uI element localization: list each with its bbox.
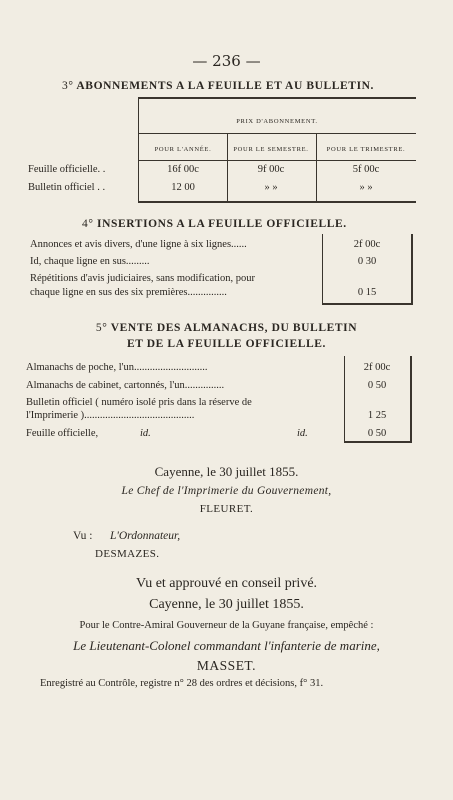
section-5-title-line1: VENTE DES ALMANACHS, DU BULLETIN: [110, 322, 358, 334]
approval-footer: Enregistré au Contrôle, registre n° 28 des ordres et décisions, f° 31.: [40, 678, 324, 689]
row-label-feuille: Feuille officielle. .: [28, 164, 106, 175]
page-number: — 236 —: [192, 52, 261, 70]
s5-row-label-feuille-id1: id.: [140, 428, 151, 439]
cell-feuille-annee: 16f 00c: [167, 164, 199, 175]
s5-value-cabinet: 0 50: [367, 380, 387, 391]
s5-row-label-bulletin-1: Bulletin officiel ( numéro isolé pris dans la réserve de: [26, 397, 252, 408]
s5-value-poche: 2f 00c: [363, 362, 391, 373]
s5-divider: [344, 356, 345, 441]
table-left-rule: [138, 98, 139, 202]
approval-line3: Pour le Contre-Amiral Gouverneur de la Guyane française, empêché :: [79, 620, 374, 631]
table-header-rule: [138, 133, 416, 134]
s4-value-id: 0 30: [357, 256, 377, 267]
s4-value-annonces: 2f 00c: [353, 239, 381, 250]
approval-line2: Cayenne, le 30 juillet 1855.: [149, 597, 304, 612]
col-header-trimestre: POUR LE TRIMESTRE.: [326, 146, 406, 153]
signature2-role: L'Ordonnateur,: [110, 530, 181, 542]
cell-bulletin-semestre: » »: [264, 182, 278, 193]
section-5-heading-1: [0, 322, 453, 334]
s4-right-rule-lower: [411, 280, 413, 303]
s5-bottom-rule: [344, 441, 412, 443]
section-4-heading: [82, 218, 347, 230]
section-5-number: 5°: [95, 322, 108, 334]
table-bottom-rule: [138, 201, 416, 203]
signature2-vu: Vu :: [73, 530, 93, 542]
s5-row-label-feuille: Feuille officielle,: [26, 428, 99, 439]
section-5-title-line2: ET DE LA FEUILLE OFFICIELLE.: [126, 338, 327, 350]
approval-name: MASSET.: [196, 658, 257, 673]
s5-row-label-poche: Almanachs de poche, l'un............................: [26, 362, 208, 373]
s5-row-label-bulletin-2: l'Imprimerie )..........................................: [26, 410, 195, 421]
s4-row-label-repetitions-1: Répétitions d'avis judiciaires, sans modification, pour: [30, 273, 255, 284]
s4-row-label-repetitions-2: chaque ligne en sus des six premières...............: [30, 287, 227, 298]
col-header-annee: POUR L'ANNÉE.: [154, 146, 212, 153]
s4-divider: [322, 234, 323, 280]
table-top-rule: [138, 97, 416, 99]
cell-feuille-semestre: 9f 00c: [257, 164, 285, 175]
s4-value-repetitions: 0 15: [357, 287, 377, 298]
s4-right-rule: [411, 234, 413, 280]
cell-bulletin-annee: 12 00: [171, 182, 195, 193]
table-header-label: PRIX D'ABONNEMENT.: [236, 118, 318, 125]
s5-value-bulletin: 1 25: [367, 410, 387, 421]
s5-value-feuille: 0 50: [367, 428, 387, 439]
signature1-role: Le Chef de l'Imprimerie du Gouvernement,: [121, 485, 332, 497]
s4-row-label-annonces: Annonces et avis divers, d'une ligne à six lignes......: [30, 239, 247, 250]
s5-right-rule: [410, 356, 412, 441]
section-3-title: ABONNEMENTS A LA FEUILLE ET AU BULLETIN.: [76, 80, 375, 92]
cell-feuille-trimestre: 5f 00c: [352, 164, 380, 175]
s4-bottom-rule: [322, 303, 413, 305]
signature1-place-date: Cayenne, le 30 juillet 1855.: [154, 464, 299, 479]
signature2-name: DESMAZES.: [95, 548, 160, 560]
col-header-semestre: POUR LE SEMESTRE.: [233, 146, 309, 153]
row-label-bulletin: Bulletin officiel . .: [28, 182, 106, 193]
signature1-name: FLEURET.: [199, 503, 254, 515]
s4-divider-lower: [322, 280, 323, 303]
approval-line4: Le Lieutenant-Colonel commandant l'infanterie de marine,: [73, 638, 380, 653]
section-3-heading: [62, 80, 374, 92]
s5-row-label-feuille-id2: id.: [297, 428, 308, 439]
s4-row-label-id: Id, chaque ligne en sus.........: [30, 256, 150, 267]
s5-row-label-cabinet: Almanachs de cabinet, cartonnés, l'un...............: [26, 380, 225, 391]
section-4-number: 4°: [82, 218, 94, 230]
section-4-title: INSERTIONS A LA FEUILLE OFFICIELLE.: [97, 218, 347, 230]
cell-bulletin-trimestre: » »: [359, 182, 373, 193]
approval-line1: Vu et approuvé en conseil privé.: [135, 576, 318, 591]
col-header-rule: [138, 160, 416, 161]
section-3-number: 3°: [62, 80, 74, 92]
